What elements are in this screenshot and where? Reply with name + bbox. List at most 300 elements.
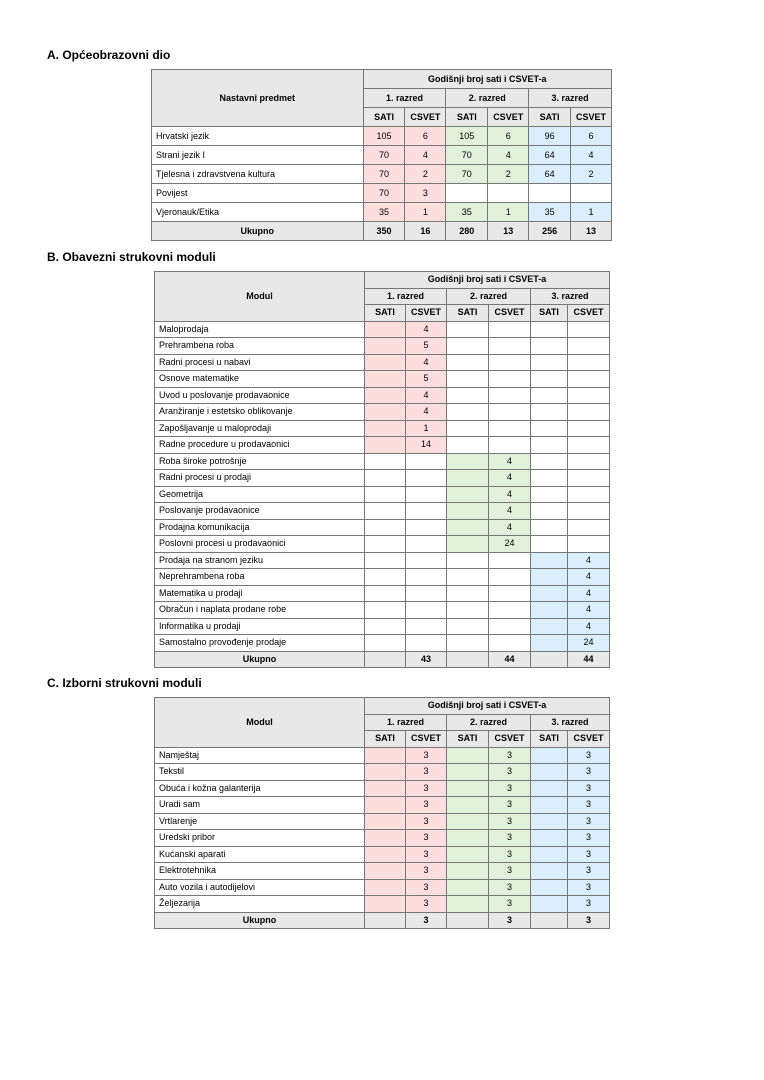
table-row <box>152 184 612 203</box>
table-cell <box>531 747 568 764</box>
total-label: Ukupno <box>155 912 365 929</box>
table-cell <box>531 536 568 553</box>
row-label: Povijest <box>152 184 364 203</box>
row-label: Samostalno provođenje prodaje <box>155 635 365 652</box>
table-cell: 3 <box>489 797 531 814</box>
table-cell <box>365 519 406 536</box>
table-cell <box>365 618 406 635</box>
table-cell <box>365 879 406 896</box>
table-cell <box>365 453 406 470</box>
table-row <box>155 635 610 652</box>
table-cell <box>447 618 489 635</box>
row-label: Radne procedure u prodavaonici <box>155 437 365 454</box>
table-cell: 35 <box>363 203 405 222</box>
table-row <box>152 165 612 184</box>
table-row <box>155 552 610 569</box>
total-cell: 13 <box>488 222 529 241</box>
table-cell: 3 <box>489 780 531 797</box>
table-cell: 3 <box>489 764 531 781</box>
table-cell: 3 <box>568 780 610 797</box>
table-cell <box>531 846 568 863</box>
table-cell: 3 <box>406 879 447 896</box>
table-cell <box>406 519 447 536</box>
table-cell: 3 <box>405 184 446 203</box>
table-row <box>155 780 610 797</box>
table-cell: 14 <box>406 437 447 454</box>
table-cell <box>531 486 568 503</box>
table-cell <box>447 536 489 553</box>
table-cell <box>531 519 568 536</box>
row-label: Uredski pribor <box>155 830 365 847</box>
table-cell <box>365 569 406 586</box>
table-cell <box>447 519 489 536</box>
table-cell: 3 <box>568 896 610 913</box>
table-cell <box>531 764 568 781</box>
table-cell <box>568 536 610 553</box>
table-cell: 3 <box>489 863 531 880</box>
table-cell: 3 <box>568 813 610 830</box>
total-row <box>155 651 610 668</box>
table-cell <box>406 552 447 569</box>
row-label: Prehrambena roba <box>155 338 365 355</box>
table-row <box>152 127 612 146</box>
table-cell <box>568 338 610 355</box>
sati-header: SATI <box>531 731 568 748</box>
row-label: Vrtlarenje <box>155 813 365 830</box>
table-cell <box>406 470 447 487</box>
table-cell <box>406 585 447 602</box>
csvet-header: CSVET <box>568 731 610 748</box>
sati-header: SATI <box>447 305 489 322</box>
row-label: Informatika u prodaji <box>155 618 365 635</box>
table-row <box>152 203 612 222</box>
row-label: Željezarija <box>155 896 365 913</box>
total-cell <box>531 651 568 668</box>
table-cell <box>365 552 406 569</box>
table-cell: 4 <box>406 321 447 338</box>
table-cell <box>365 371 406 388</box>
row-label: Obuća i kožna galanterija <box>155 780 365 797</box>
table-cell <box>531 420 568 437</box>
table-cell <box>447 602 489 619</box>
table-cell <box>447 404 489 421</box>
table-cell: 4 <box>406 354 447 371</box>
table-cell <box>568 420 610 437</box>
table-cell <box>489 338 531 355</box>
table-cell: 3 <box>406 797 447 814</box>
table-cell <box>447 437 489 454</box>
total-cell: 350 <box>363 222 405 241</box>
row-label: Aranžiranje i estetsko oblikovanje <box>155 404 365 421</box>
table-cell <box>531 354 568 371</box>
year-header: 3. razred <box>531 714 610 731</box>
table-cell: 4 <box>568 585 610 602</box>
total-cell: 13 <box>571 222 612 241</box>
total-row <box>152 222 612 241</box>
table-cell: 5 <box>406 371 447 388</box>
table-cell <box>365 780 406 797</box>
table-cell <box>489 552 531 569</box>
row-label: Hrvatski jezik <box>152 127 364 146</box>
table-cell <box>447 453 489 470</box>
table-cell <box>447 387 489 404</box>
table-cell: 70 <box>446 165 488 184</box>
table-cell <box>447 830 489 847</box>
table-cell: 96 <box>529 127 571 146</box>
table-cell <box>531 552 568 569</box>
table-cell: 1 <box>406 420 447 437</box>
table-row <box>155 453 610 470</box>
table-cell: 3 <box>406 813 447 830</box>
table-row <box>155 470 610 487</box>
table-cell <box>447 552 489 569</box>
table-cell <box>531 896 568 913</box>
table-cell: 64 <box>529 146 571 165</box>
table-cell <box>447 354 489 371</box>
table-cell <box>489 371 531 388</box>
table-cell <box>531 321 568 338</box>
total-cell <box>447 651 489 668</box>
total-cell: 43 <box>406 651 447 668</box>
table-cell: 2 <box>405 165 446 184</box>
csvet-header: CSVET <box>568 305 610 322</box>
table-cell <box>447 797 489 814</box>
total-cell: 44 <box>489 651 531 668</box>
table-cell <box>568 354 610 371</box>
table-cell <box>365 338 406 355</box>
table-cell <box>406 536 447 553</box>
table-cell <box>531 602 568 619</box>
total-cell: 44 <box>568 651 610 668</box>
table-cell: 3 <box>568 764 610 781</box>
table-cell <box>568 437 610 454</box>
total-cell <box>365 912 406 929</box>
year-header: 2. razred <box>447 288 531 305</box>
table-cell <box>568 321 610 338</box>
total-cell: 280 <box>446 222 488 241</box>
table-cell <box>489 404 531 421</box>
table-row <box>155 437 610 454</box>
table-cell <box>447 896 489 913</box>
table-cell <box>447 635 489 652</box>
table-cell <box>489 321 531 338</box>
table-cell: 4 <box>489 486 531 503</box>
row-label: Neprehrambena roba <box>155 569 365 586</box>
table-cell <box>531 470 568 487</box>
row-label: Obračun i naplata prodane robe <box>155 602 365 619</box>
year-header: 3. razred <box>529 89 612 108</box>
total-cell <box>447 912 489 929</box>
heading-a: A. Općeobrazovni dio <box>47 48 171 62</box>
table-row <box>155 503 610 520</box>
table-cell <box>489 354 531 371</box>
table-cell: 3 <box>568 797 610 814</box>
table-row <box>155 486 610 503</box>
csvet-header: CSVET <box>406 731 447 748</box>
table-cell: 5 <box>406 338 447 355</box>
table-cell <box>447 486 489 503</box>
year-header: 3. razred <box>531 288 610 305</box>
table-cell <box>447 321 489 338</box>
row-label: Kućanski aparati <box>155 846 365 863</box>
table-row <box>155 536 610 553</box>
table-row <box>155 338 610 355</box>
table-row <box>155 420 610 437</box>
table-cell <box>489 437 531 454</box>
row-label: Namještaj <box>155 747 365 764</box>
table-cell <box>365 863 406 880</box>
table-cell: 4 <box>488 146 529 165</box>
table-cell <box>488 184 529 203</box>
table-cell: 3 <box>568 846 610 863</box>
csvet-header: CSVET <box>405 108 446 127</box>
table-cell: 3 <box>489 879 531 896</box>
table-cell <box>571 184 612 203</box>
table-cell: 6 <box>405 127 446 146</box>
table-cell <box>489 602 531 619</box>
table-cell <box>406 486 447 503</box>
table-row <box>155 321 610 338</box>
table-cell <box>365 470 406 487</box>
table-cell <box>531 879 568 896</box>
total-cell <box>531 912 568 929</box>
table-cell <box>531 503 568 520</box>
total-row <box>155 912 610 929</box>
table-cell: 70 <box>363 146 405 165</box>
row-label: Roba široke potrošnje <box>155 453 365 470</box>
table-cell: 3 <box>406 780 447 797</box>
sati-header: SATI <box>529 108 571 127</box>
table-cell: 105 <box>363 127 405 146</box>
table-cell <box>489 569 531 586</box>
table-row <box>155 813 610 830</box>
table-cell <box>568 470 610 487</box>
row-label: Vjeronauk/Etika <box>152 203 364 222</box>
table-row <box>155 863 610 880</box>
heading-b: B. Obavezni strukovni moduli <box>47 250 216 264</box>
table-cell: 70 <box>363 184 405 203</box>
csvet-header: CSVET <box>406 305 447 322</box>
row-label: Uradi sam <box>155 797 365 814</box>
group-header: Godišnji broj sati i CSVET-a <box>365 272 610 289</box>
csvet-header: CSVET <box>488 108 529 127</box>
year-header: 1. razred <box>363 89 446 108</box>
table-cell <box>447 747 489 764</box>
first-col-header: Nastavni predmet <box>152 70 364 127</box>
table-row <box>155 797 610 814</box>
table-cell <box>531 813 568 830</box>
table-cell <box>365 536 406 553</box>
table-cell <box>365 420 406 437</box>
first-col-header: Modul <box>155 698 365 748</box>
year-header: 1. razred <box>365 288 447 305</box>
row-label: Radni procesi u nabavi <box>155 354 365 371</box>
total-label: Ukupno <box>155 651 365 668</box>
table-cell: 1 <box>571 203 612 222</box>
table-cell: 4 <box>568 552 610 569</box>
table-cell: 6 <box>488 127 529 146</box>
table-cell <box>365 354 406 371</box>
table-cell: 105 <box>446 127 488 146</box>
table-cell <box>365 896 406 913</box>
sati-header: SATI <box>447 731 489 748</box>
table-cell <box>365 846 406 863</box>
table-row <box>152 146 612 165</box>
table-cell <box>365 437 406 454</box>
table-cell: 3 <box>406 764 447 781</box>
table-cell: 70 <box>446 146 488 165</box>
table-cell: 3 <box>568 863 610 880</box>
table-cell: 2 <box>571 165 612 184</box>
table-cell: 3 <box>489 813 531 830</box>
table-cell: 4 <box>405 146 446 165</box>
table-cell: 3 <box>568 747 610 764</box>
sati-header: SATI <box>363 108 405 127</box>
year-header: 2. razred <box>447 714 531 731</box>
table-cell <box>568 486 610 503</box>
row-label: Uvod u poslovanje prodavaonice <box>155 387 365 404</box>
table-row <box>155 354 610 371</box>
table-cell: 4 <box>568 602 610 619</box>
table-cell <box>531 387 568 404</box>
table-cell <box>365 602 406 619</box>
row-label: Prodaja na stranom jeziku <box>155 552 365 569</box>
table-row <box>155 764 610 781</box>
row-label: Maloprodaja <box>155 321 365 338</box>
table-cell <box>531 780 568 797</box>
table-cell: 35 <box>529 203 571 222</box>
row-label: Osnove matematike <box>155 371 365 388</box>
table-row <box>155 387 610 404</box>
table-mandatory-modules <box>154 271 610 668</box>
row-label: Tjelesna i zdravstvena kultura <box>152 165 364 184</box>
table-cell <box>365 830 406 847</box>
table-cell <box>365 635 406 652</box>
table-cell <box>531 569 568 586</box>
table-cell <box>447 470 489 487</box>
table-cell: 64 <box>529 165 571 184</box>
row-label: Auto vozila i autodijelovi <box>155 879 365 896</box>
table-cell <box>406 602 447 619</box>
table-cell <box>406 618 447 635</box>
table-cell <box>406 635 447 652</box>
table-cell <box>531 863 568 880</box>
total-cell <box>365 651 406 668</box>
table-cell <box>531 797 568 814</box>
table-row <box>155 371 610 388</box>
table-cell <box>365 797 406 814</box>
table-cell <box>531 453 568 470</box>
table-cell <box>531 618 568 635</box>
table-cell <box>489 618 531 635</box>
table-cell: 4 <box>489 519 531 536</box>
table-cell: 3 <box>489 896 531 913</box>
table-cell: 4 <box>489 470 531 487</box>
row-label: Radni procesi u prodaji <box>155 470 365 487</box>
table-cell <box>447 780 489 797</box>
total-label: Ukupno <box>152 222 364 241</box>
sati-header: SATI <box>446 108 488 127</box>
table-cell: 3 <box>406 747 447 764</box>
table-cell <box>568 453 610 470</box>
table-cell <box>447 569 489 586</box>
table-cell <box>406 503 447 520</box>
row-label: Poslovanje prodavaonice <box>155 503 365 520</box>
row-label: Tekstil <box>155 764 365 781</box>
table-row <box>155 879 610 896</box>
sati-header: SATI <box>365 731 406 748</box>
table-cell <box>365 503 406 520</box>
table-cell: 4 <box>568 618 610 635</box>
group-header: Godišnji broj sati i CSVET-a <box>363 70 611 89</box>
table-cell <box>531 830 568 847</box>
row-label: Geometrija <box>155 486 365 503</box>
year-header: 2. razred <box>446 89 529 108</box>
csvet-header: CSVET <box>489 731 531 748</box>
table-cell <box>568 371 610 388</box>
table-cell <box>365 387 406 404</box>
heading-c: C. Izborni strukovni moduli <box>47 676 202 690</box>
table-cell <box>447 863 489 880</box>
table-cell: 4 <box>571 146 612 165</box>
table-cell <box>531 585 568 602</box>
table-cell <box>531 404 568 421</box>
table-cell: 4 <box>489 503 531 520</box>
table-row <box>155 519 610 536</box>
total-cell: 256 <box>529 222 571 241</box>
table-row <box>155 830 610 847</box>
table-cell <box>568 387 610 404</box>
row-label: Strani jezik I <box>152 146 364 165</box>
table-cell <box>406 453 447 470</box>
table-row <box>155 569 610 586</box>
table-cell <box>447 371 489 388</box>
table-cell: 4 <box>406 387 447 404</box>
table-cell: 3 <box>406 863 447 880</box>
table-row <box>155 896 610 913</box>
row-label: Matematika u prodaji <box>155 585 365 602</box>
table-cell <box>568 519 610 536</box>
table-cell: 4 <box>568 569 610 586</box>
table-cell <box>447 585 489 602</box>
table-cell: 3 <box>489 747 531 764</box>
table-cell: 24 <box>489 536 531 553</box>
table-cell <box>365 813 406 830</box>
row-label: Poslovni procesi u prodavaonici <box>155 536 365 553</box>
table-cell <box>365 321 406 338</box>
table-cell <box>568 503 610 520</box>
table-cell <box>447 846 489 863</box>
table-cell <box>568 404 610 421</box>
table-cell: 3 <box>568 879 610 896</box>
row-label: Prodajna komunikacija <box>155 519 365 536</box>
table-cell <box>365 764 406 781</box>
table-cell <box>531 338 568 355</box>
table-cell <box>446 184 488 203</box>
table-cell: 4 <box>406 404 447 421</box>
year-header: 1. razred <box>365 714 447 731</box>
table-cell <box>406 569 447 586</box>
table-cell: 3 <box>406 846 447 863</box>
table-row <box>155 602 610 619</box>
table-general-education <box>151 69 612 241</box>
table-cell: 2 <box>488 165 529 184</box>
table-cell: 3 <box>406 896 447 913</box>
table-cell <box>529 184 571 203</box>
table-elective-modules <box>154 697 610 929</box>
total-cell: 3 <box>406 912 447 929</box>
table-cell <box>531 437 568 454</box>
